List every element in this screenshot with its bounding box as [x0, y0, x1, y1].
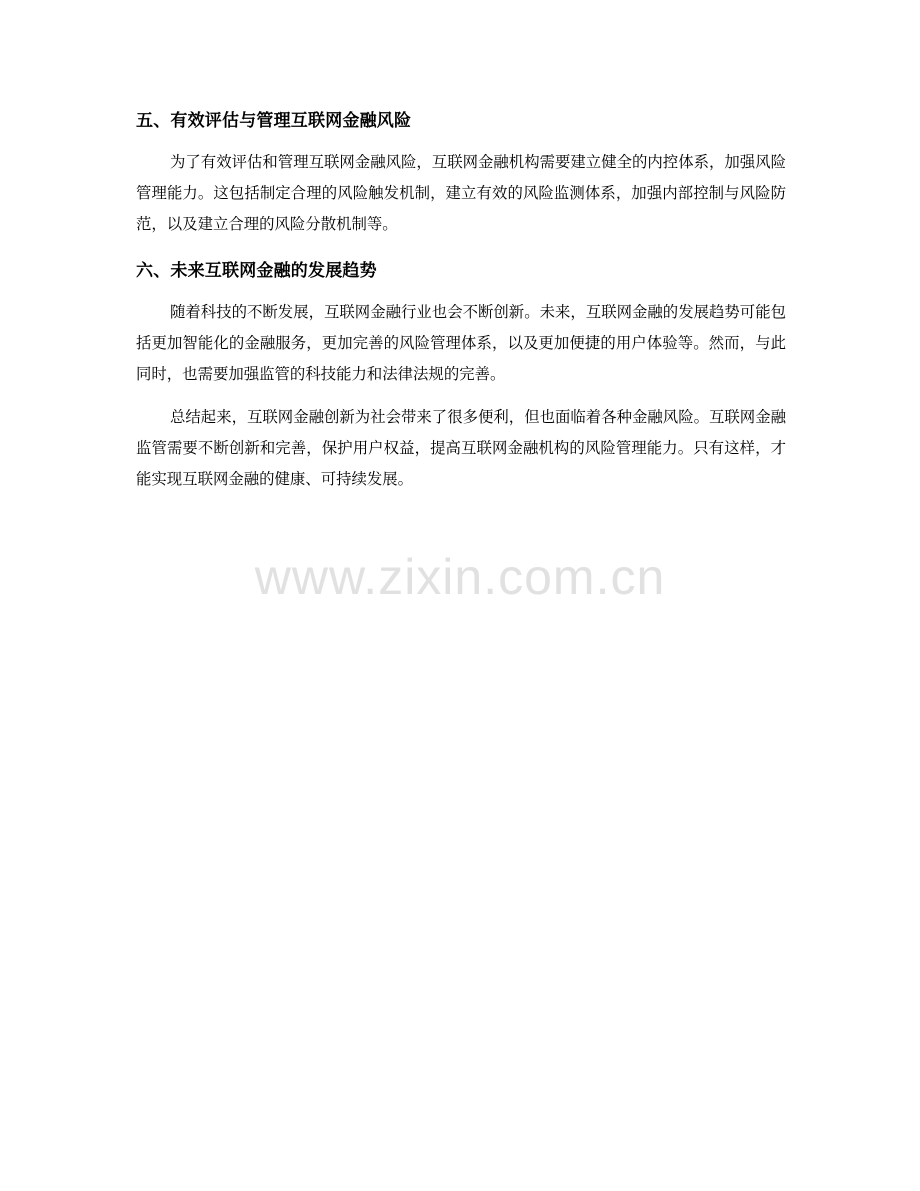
section-6-paragraph: 随着科技的不断发展，互联网金融行业也会不断创新。未来，互联网金融的发展趋势可能包括更加智能化的金融服务，更加完善的风险管理体系，以及更加便捷的用户体验等。然而，与此同时，也需要加强监管的科技能力和法律法规的完善。 — [136, 303, 786, 383]
watermark: www.zixin.com.cn — [254, 549, 666, 605]
section-5-heading: 五、有效评估与管理互联网金融风险 — [136, 111, 412, 131]
conclusion-paragraph: 总结起来，互联网金融创新为社会带来了很多便利，但也面临着各种金融风险。互联网金融监管需要不断创新和完善，保护用户权益，提高互联网金融机构的风险管理能力。只有这样，才能实现互联网金融的健康、可持续发展。 — [136, 408, 786, 488]
document-body — [136, 104, 786, 495]
section-5-paragraph: 为了有效评估和管理互联网金融风险，互联网金融机构需要建立健全的内控体系，加强风险管理能力。这包括制定合理的风险触发机制，建立有效的风险监测体系，加强内部控制与风险防范，以及建立合理的风险分散机制等。 — [136, 153, 786, 233]
section-6-heading: 六、未来互联网金融的发展趋势 — [136, 261, 377, 281]
